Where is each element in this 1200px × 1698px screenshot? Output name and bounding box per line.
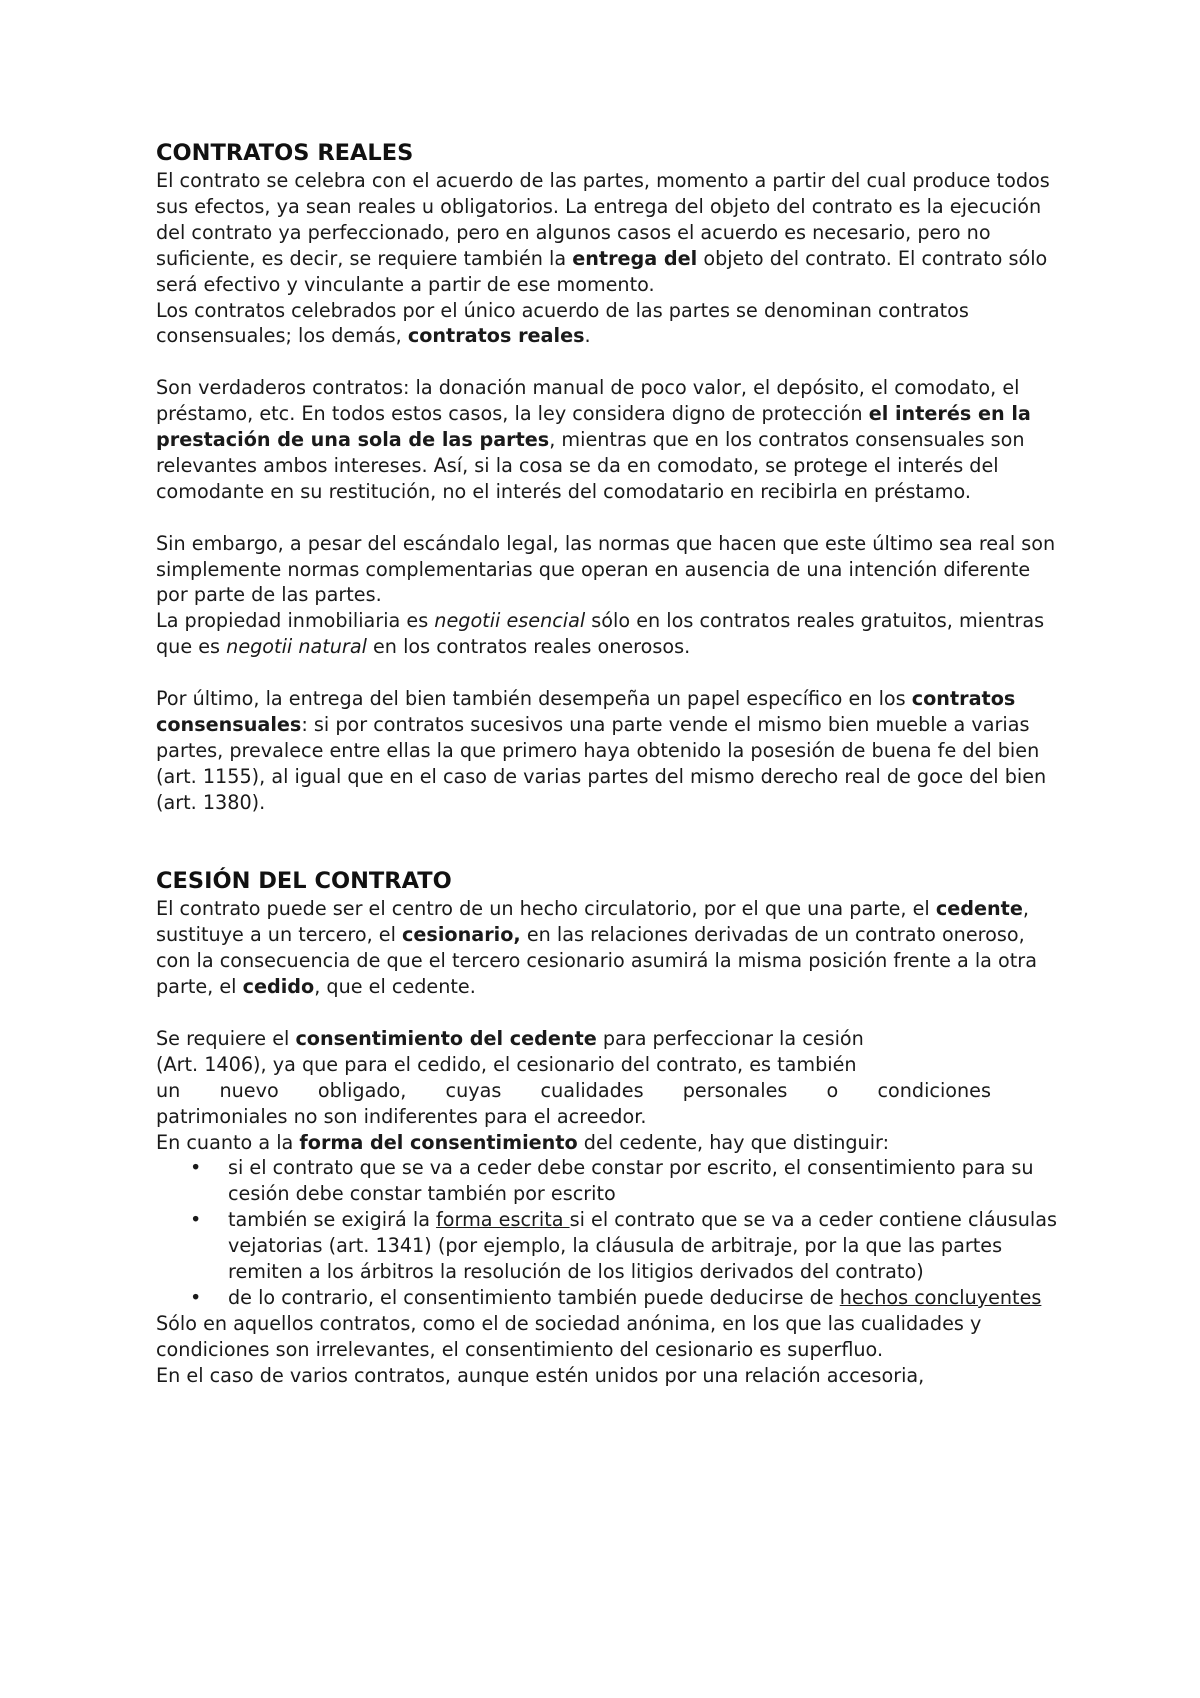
bold-run: contratos reales	[407, 324, 585, 348]
bold-run: cesionario,	[402, 923, 521, 947]
bullet-list	[156, 1155, 1063, 1310]
paragraph-11: En el caso de varios contratos, aunque estén unidos por una relación accesoria,	[156, 1363, 925, 1387]
underlined-run: hechos concluyentes	[839, 1285, 1042, 1309]
paragraph-10: Sólo en aquellos contratos, como el de sociedad anónima, en los que las cualidades y condiciones son irrelevantes, el consentimiento del cesionario es superfluo.	[156, 1311, 982, 1361]
text-run: si el contrato que se va a ceder debe constar por escrito, el consentimiento para su cesión debe constar también por escrito	[228, 1156, 1034, 1206]
text-run: sólo en los contratos reales gratuitos, mientras que es	[156, 609, 1045, 659]
section-title-contratos-reales: CONTRATOS REALES	[156, 140, 414, 166]
text-run: Se requiere el	[156, 1026, 296, 1050]
list-item	[190, 1155, 1063, 1207]
text-run: Los contratos celebrados por el único acuerdo de las partes se denominan contratos consensuales; los demás,	[156, 298, 969, 348]
paragraph-8-line-2: (Art. 1406), ya que para el cedido, el cesionario del contrato, es también	[156, 1052, 857, 1076]
text-run: si el contrato que se va a ceder contiene cláusulas vejatorias (art. 1341) (por ejemplo, la cláusula de arbitraje, por la que las partes remiten a los árbitros la resolución de los litigios derivados del contrato)	[228, 1208, 1057, 1284]
bullet-icon: •	[190, 1208, 202, 1232]
paragraph-5	[156, 608, 1060, 660]
bold-run: cedente	[935, 897, 1023, 921]
document-body	[156, 139, 1060, 1389]
paragraph-1	[156, 168, 1060, 298]
text-run: : si por contratos sucesivos una parte vende el mismo bien mueble a varias partes, prevalece entre ellas la que primero haya obtenido la posesión de buena fe del bien (art. 1155), al igual que en el caso de varias partes del mismo derecho real de goce del bien (art. 1380).	[156, 712, 1047, 814]
bold-run: forma del consentimiento	[299, 1130, 578, 1154]
section-title-cesion-del-contrato: CESIÓN DEL CONTRATO	[156, 868, 452, 895]
text-run: para perfeccionar la cesión	[596, 1026, 864, 1050]
text-run: Por último, la entrega del bien también desempeña un papel específico en los	[156, 687, 912, 711]
bold-run: el interés en la prestación de una sola de las partes	[156, 402, 1031, 452]
bold-run: consentimiento del cedente	[295, 1026, 597, 1050]
paragraph-3	[156, 375, 1060, 505]
text-run: El contrato se celebra con el acuerdo de las partes, momento a partir del cual produce todos sus efectos, ya sean reales u obligatorios. La entrega del objeto del contrato es la ejecución del contrato ya perfeccionado, pero en algunos casos el acuerdo es necesario, pero no suficiente, es decir, se requiere también la	[156, 169, 1050, 270]
italic-run: negotii natural	[226, 635, 367, 659]
bullet-icon: •	[190, 1285, 202, 1309]
list-item	[190, 1285, 1063, 1311]
underlined-run: forma escrita	[436, 1208, 570, 1232]
paragraph-4-line-2: simplemente normas complementarias que operan en ausencia de una intención diferente por parte de las partes.	[156, 557, 1031, 607]
paragraph-8-line-4: patrimoniales no son indiferentes para el acreedor.	[156, 1104, 647, 1128]
text-run: también se exigirá la	[228, 1208, 437, 1232]
paragraph-8	[156, 1026, 991, 1130]
paragraph-2	[156, 298, 1060, 350]
paragraph-8-line-1	[156, 1026, 991, 1052]
text-run: .	[584, 324, 591, 348]
spacer	[156, 505, 1060, 531]
bold-run: entrega del	[572, 246, 698, 270]
text-run: El contrato puede ser el centro de un hecho circulatorio, por el que una parte, el	[156, 897, 936, 921]
paragraph-4-line-1: Sin embargo, a pesar del escándalo legal, las normas que hacen que este último sea real son	[156, 531, 1056, 555]
spacer	[156, 349, 1060, 375]
paragraph-9	[156, 1130, 1060, 1156]
text-run: objeto del contrato. El contrato sólo será efectivo y vinculante a partir de ese momento.	[156, 246, 1048, 296]
spacer	[156, 1000, 1060, 1026]
paragraph-6	[156, 686, 1060, 816]
paragraph-8-line-3: un nuevo obligado, cuyas cualidades personales o condiciones	[156, 1078, 991, 1102]
text-run: del cedente, hay que distinguir:	[577, 1130, 890, 1154]
text-run: , que el cedente.	[314, 975, 476, 999]
list-item	[190, 1207, 1063, 1285]
spacer	[156, 816, 1060, 868]
text-run: en las relaciones derivadas de un contrato oneroso, con la consecuencia de que el tercero cesionario asumirá la misma posición frente a la otra parte, el	[156, 923, 1037, 999]
bold-run: cedido	[242, 975, 315, 999]
bold-run: contratos consensuales	[156, 687, 1016, 736]
text-run: , mientras que en los contratos consensuales son relevantes ambos intereses. Así, si la cosa se da en comodato, se protege el interés del comodante en su restitución, no el interés del comodatario en recibirla en préstamo.	[156, 428, 1025, 503]
bullet-icon: •	[190, 1156, 202, 1180]
text-run: en los contratos reales onerosos.	[366, 635, 691, 659]
italic-run: negotii esencial	[434, 609, 586, 633]
text-run: de lo contrario, el consentimiento también puede deducirse de	[228, 1285, 840, 1309]
text-run: , sustituye a un tercero, el	[156, 897, 1029, 947]
text-run: En cuanto a la	[156, 1130, 300, 1154]
text-run: La propiedad inmobiliaria es	[156, 609, 435, 633]
spacer	[156, 660, 1060, 686]
paragraph-7	[156, 896, 1060, 1000]
text-run: Son verdaderos contratos: la donación manual de poco valor, el depósito, el comodato, el préstamo, etc. En todos estos casos, la ley considera digno de protección	[156, 376, 1020, 426]
